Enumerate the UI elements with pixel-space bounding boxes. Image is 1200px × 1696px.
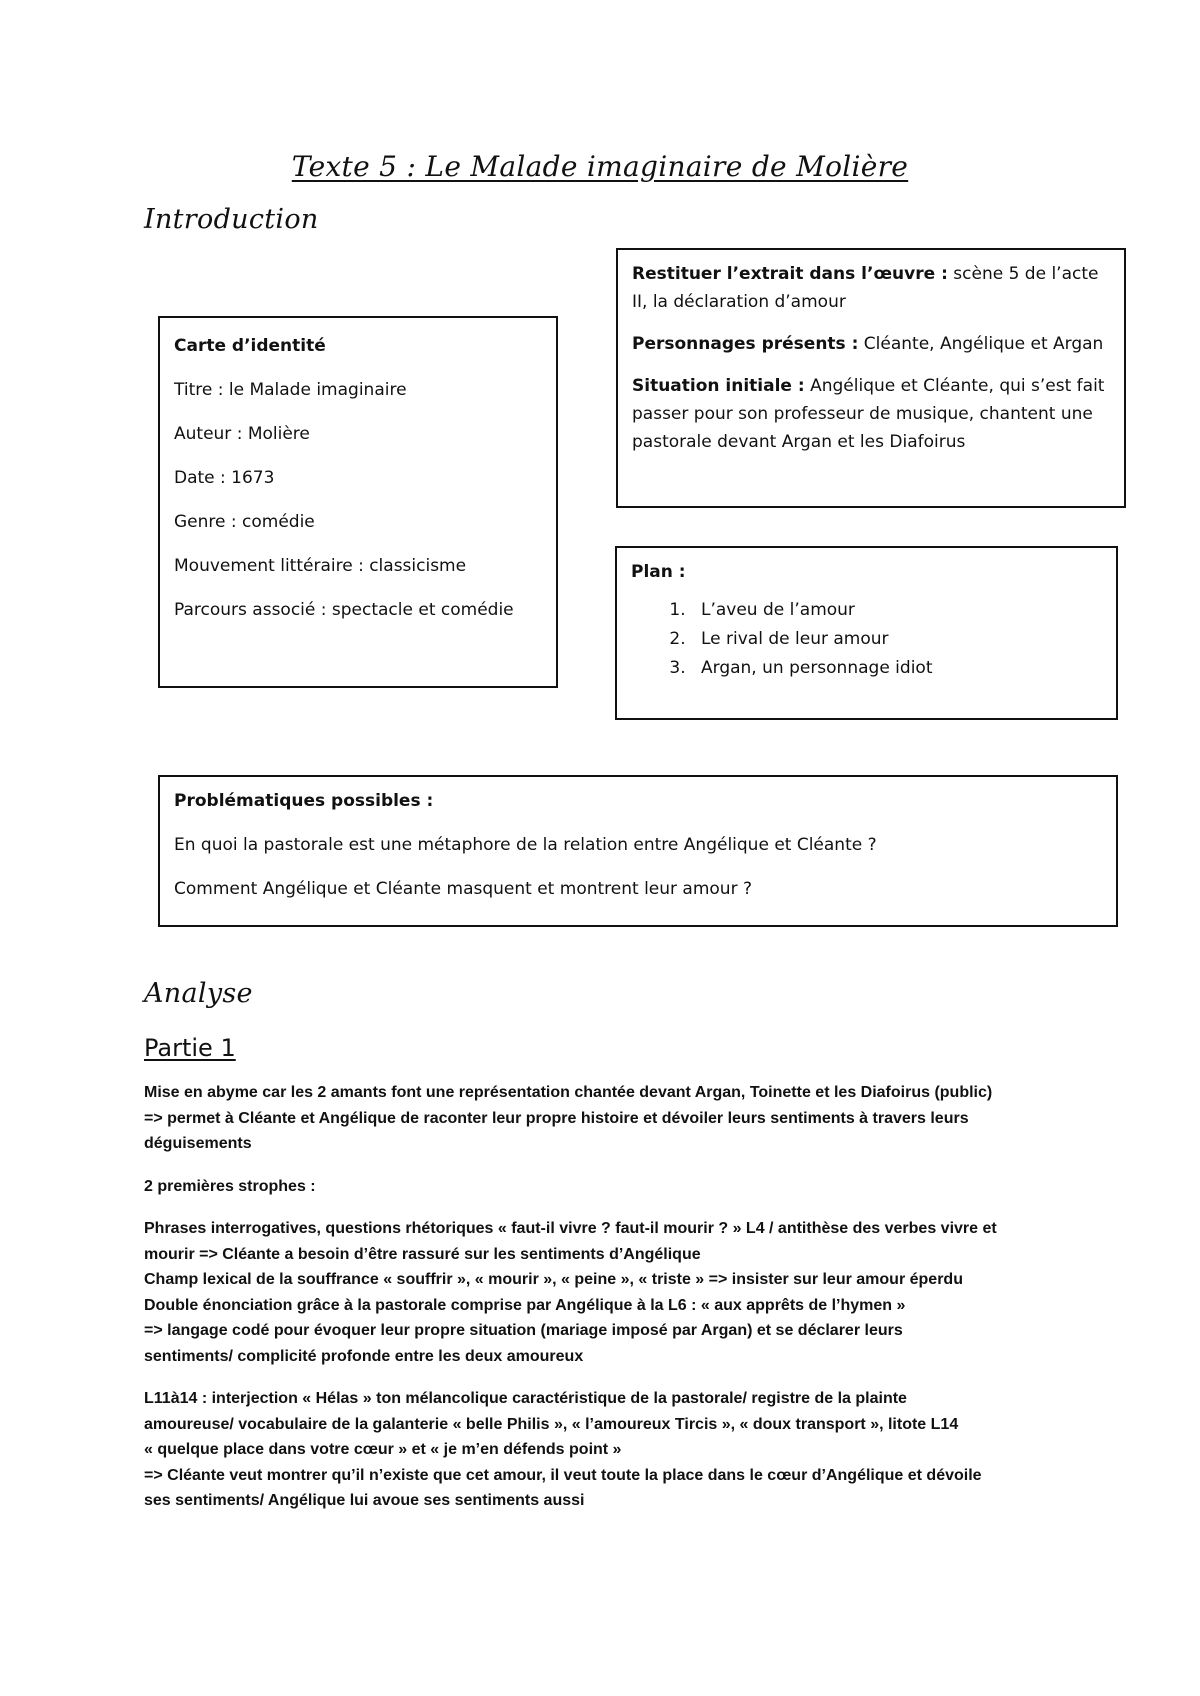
text-line: 2 premières strophes : xyxy=(144,1178,316,1195)
personnages-label: Personnages présents : xyxy=(632,334,859,354)
restituer-value: scène 5 de l’acte II, la déclaration d’amour xyxy=(632,264,1099,312)
problematique-item: En quoi la pastorale est une métaphore de la relation entre Angélique et Cléante ? xyxy=(174,835,877,855)
text-line: L11à14 : interjection « Hélas » ton mélancolique caractéristique de la pastorale/ registre de la plainte xyxy=(144,1390,907,1407)
identity-movement: Mouvement littéraire : classicisme xyxy=(174,556,467,576)
identity-date: Date : 1673 xyxy=(174,468,275,488)
situation-value: Angélique et Cléante, qui s’est fait passer pour son professeur de musique, chantent une pastorale devant Argan et les Diafoirus xyxy=(632,376,1105,452)
text-line: mourir => Cléante a besoin d’être rassuré sur les sentiments d’Angélique xyxy=(144,1245,701,1263)
introduction-heading: Introduction xyxy=(144,204,319,235)
plan-list xyxy=(631,596,1102,683)
identity-title: Titre : le Malade imaginaire xyxy=(174,380,407,400)
analysis-paragraph-2 xyxy=(144,1216,1074,1369)
text-line: => permet à Cléante et Angélique de raconter leur propre histoire et dévoiler leurs sentiments à travers leurs xyxy=(144,1109,969,1127)
personnages-value: Cléante, Angélique et Argan xyxy=(858,334,1104,354)
text-line: Mise en abyme car les 2 amants font une représentation chantée devant Argan, Toinette et les Diafoirus (public) xyxy=(144,1084,993,1101)
problematiques-heading: Problématiques possibles : xyxy=(174,791,434,811)
text-line: sentiments/ complicité profonde entre les deux amoureux xyxy=(144,1347,584,1365)
text-line: => langage codé pour évoquer leur propre situation (mariage imposé par Argan) et se déclarer leurs xyxy=(144,1322,903,1339)
analyse-heading: Analyse xyxy=(144,978,253,1009)
plan-box xyxy=(615,546,1118,720)
personnages-line xyxy=(632,330,1110,358)
strophes-subheading xyxy=(144,1174,1074,1200)
identity-parcours: Parcours associé : spectacle et comédie xyxy=(174,600,514,620)
page-title: Texte 5 : Le Malade imaginaire de Molière xyxy=(291,150,909,183)
analysis-paragraph-3 xyxy=(144,1386,1074,1514)
text-line: => Cléante veut montrer qu’il n’existe que cet amour, il veut toute la place dans le cœur d’Angélique et dévoile xyxy=(144,1466,982,1484)
plan-item: 1. L’aveu de l’amour xyxy=(691,596,1102,625)
text-line: Phrases interrogatives, questions rhétoriques « faut-il vivre ? faut-il mourir ? » L4 / antithèse des verbes vivre et xyxy=(144,1220,997,1237)
plan-heading: Plan : xyxy=(631,562,686,582)
restituer-line xyxy=(632,260,1110,316)
analysis-paragraph-1 xyxy=(144,1080,1074,1157)
text-line: « quelque place dans votre cœur » et « je m’en défends point » xyxy=(144,1441,622,1458)
plan-item: 2. Le rival de leur amour xyxy=(691,625,1102,654)
plan-item: 3. Argan, un personnage idiot xyxy=(691,654,1102,683)
text-line: ses sentiments/ Angélique lui avoue ses sentiments aussi xyxy=(144,1492,585,1509)
identity-card-box xyxy=(158,316,558,688)
text-line: Double énonciation grâce à la pastorale comprise par Angélique à la L6 : « aux apprêts de l’hymen » xyxy=(144,1296,906,1314)
identity-author: Auteur : Molière xyxy=(174,424,310,444)
identity-genre: Genre : comédie xyxy=(174,512,315,532)
situation-line xyxy=(632,372,1110,456)
restituer-label: Restituer l’extrait dans l’œuvre : xyxy=(632,264,948,284)
text-line: Champ lexical de la souffrance « souffrir », « mourir », « peine », « triste » => insister sur leur amour éperdu xyxy=(144,1271,963,1288)
partie-1-heading: Partie 1 xyxy=(144,1034,236,1062)
situation-label: Situation initiale : xyxy=(632,376,805,396)
identity-card-heading: Carte d’identité xyxy=(174,336,326,356)
extract-context-box xyxy=(616,248,1126,508)
problematiques-box xyxy=(158,775,1118,927)
text-line: amoureuse/ vocabulaire de la galanterie « belle Philis », « l’amoureux Tircis », « doux transport », litote L14 xyxy=(144,1415,959,1433)
text-line: déguisements xyxy=(144,1135,252,1152)
problematique-item: Comment Angélique et Cléante masquent et montrent leur amour ? xyxy=(174,879,752,899)
